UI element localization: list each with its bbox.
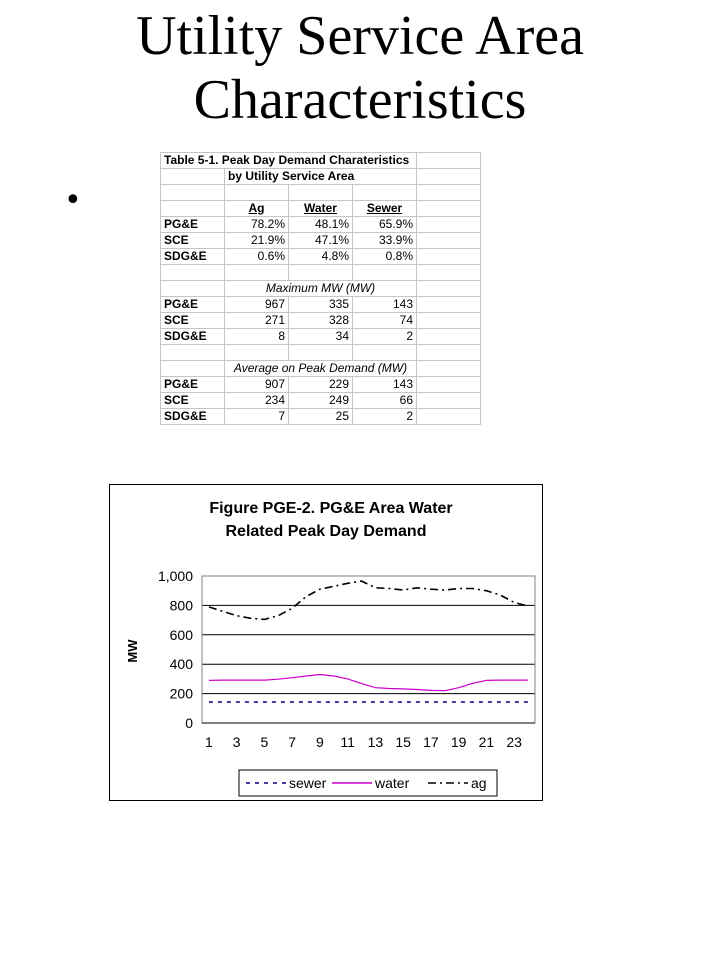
row-label: SCE	[161, 233, 225, 249]
table-cell: 2	[353, 409, 417, 425]
table-cell: 335	[289, 297, 353, 313]
table-cell: 25	[289, 409, 353, 425]
row-label: SDG&E	[161, 249, 225, 265]
header-sewer: Sewer	[353, 201, 417, 217]
section-label-row	[161, 281, 481, 297]
x-tick-label: 19	[450, 734, 467, 750]
legend-label-ag: ag	[471, 775, 487, 791]
slide-title	[0, 4, 720, 132]
table-row	[161, 393, 481, 409]
table-cell: 907	[225, 377, 289, 393]
table-cell: 271	[225, 313, 289, 329]
table-cell: 4.8%	[289, 249, 353, 265]
row-label: PG&E	[161, 297, 225, 313]
table-cell: 8	[225, 329, 289, 345]
header-ag: Ag	[225, 201, 289, 217]
row-label: SCE	[161, 313, 225, 329]
y-tick-label: 400	[169, 656, 193, 673]
table-title-1: Table 5-1. Peak Day Demand Charateristics	[161, 153, 417, 169]
table-cell: 249	[289, 393, 353, 409]
legend-label-water: water	[375, 775, 410, 791]
chart-area	[109, 484, 543, 801]
y-tick-label: 200	[169, 685, 193, 702]
table-cell: 7	[225, 409, 289, 425]
peak-demand-chart	[110, 485, 542, 800]
table-row	[161, 313, 481, 329]
table-cell: 328	[289, 313, 353, 329]
table-cell: 78.2%	[225, 217, 289, 233]
x-tick-label: 7	[288, 734, 297, 750]
x-tick-label: 9	[316, 734, 324, 750]
table-cell: 967	[225, 297, 289, 313]
x-tick-label: 23	[506, 734, 522, 750]
table-row	[161, 217, 481, 233]
chart-title-line2: Related Peak Day Demand	[225, 523, 427, 540]
table-cell: 74	[353, 313, 417, 329]
x-tick-label: 21	[478, 734, 495, 750]
x-tick-label: 13	[367, 734, 384, 750]
table-cell: 66	[353, 393, 417, 409]
x-tick-label: 11	[340, 734, 355, 750]
y-tick-label: 600	[169, 626, 193, 643]
row-label: PG&E	[161, 217, 225, 233]
table-row	[161, 249, 481, 265]
table-cell: 0.8%	[353, 249, 417, 265]
x-tick-label: 3	[232, 734, 241, 750]
table-row	[161, 297, 481, 313]
row-label: SDG&E	[161, 409, 225, 425]
row-label: SDG&E	[161, 329, 225, 345]
x-tick-label: 5	[260, 734, 269, 750]
table-header-row	[161, 201, 481, 217]
legend-label-sewer: sewer	[289, 775, 327, 791]
series-line-water	[209, 675, 528, 691]
peak-demand-table	[160, 152, 481, 425]
table-row	[161, 233, 481, 249]
table-title-row	[161, 153, 481, 169]
y-tick-label: 1,000	[157, 568, 193, 584]
table-cell: 2	[353, 329, 417, 345]
section-label: Average on Peak Demand (MW)	[225, 361, 417, 377]
y-tick-label: 800	[169, 597, 193, 614]
table-cell: 229	[289, 377, 353, 393]
x-tick-label: 17	[423, 734, 439, 750]
table-cell: 48.1%	[289, 217, 353, 233]
x-tick-label: 1	[205, 734, 213, 750]
table-title-2: by Utility Service Area	[225, 169, 417, 185]
table-cell: 33.9%	[353, 233, 417, 249]
plot-frame	[202, 576, 535, 723]
y-tick-label: 0	[185, 715, 193, 731]
slide-title-line1: Utility Service Area	[136, 5, 584, 67]
bullet-point: •	[64, 183, 82, 218]
section-label-row	[161, 361, 481, 377]
row-label: PG&E	[161, 377, 225, 393]
plot-area	[158, 568, 535, 750]
table-cell: 143	[353, 377, 417, 393]
table-cell: 47.1%	[289, 233, 353, 249]
table-cell: 234	[225, 393, 289, 409]
table-row	[161, 377, 481, 393]
table-row	[161, 409, 481, 425]
section-label: Maximum MW (MW)	[225, 281, 417, 297]
table-cell: 34	[289, 329, 353, 345]
x-tick-label: 15	[395, 734, 411, 750]
chart-title-line1: Figure PGE-2. PG&E Area Water	[209, 500, 453, 517]
header-water: Water	[289, 201, 353, 217]
slide-title-line2: Characteristics	[193, 69, 527, 131]
y-axis-label: MW	[125, 639, 140, 663]
table-title-row	[161, 169, 481, 185]
row-label: SCE	[161, 393, 225, 409]
table-cell: 143	[353, 297, 417, 313]
table-cell: 65.9%	[353, 217, 417, 233]
table-row	[161, 329, 481, 345]
table-cell: 0.6%	[225, 249, 289, 265]
series-line-ag	[209, 581, 528, 619]
table-cell: 21.9%	[225, 233, 289, 249]
